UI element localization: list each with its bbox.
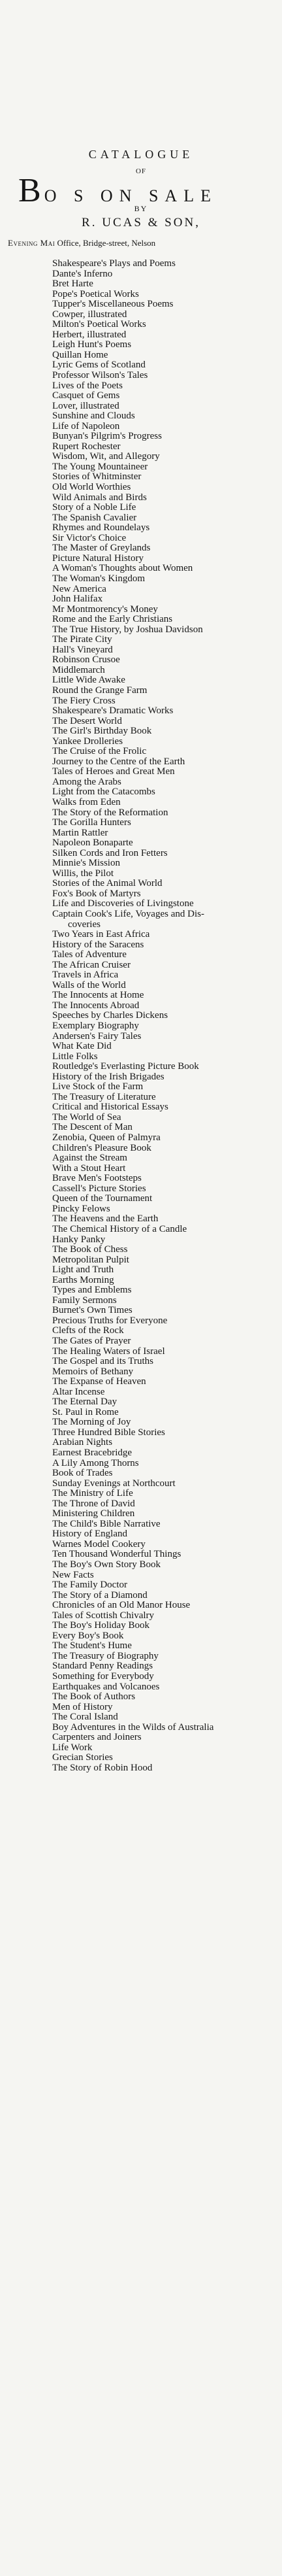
book-entry: Types and Emblems: [52, 1285, 132, 1296]
book-entry: Children's Pleasure Book: [52, 1143, 151, 1153]
book-entry: What Kate Did: [52, 1042, 112, 1052]
book-entry: Tales of Adventure: [52, 950, 127, 960]
book-entry: Rome and the Early Christians: [52, 615, 173, 625]
book-entry: Hall's Vineyard: [52, 645, 113, 655]
book-entry: Rhymes and Roundelays: [52, 523, 150, 534]
book-entry: The Woman's Kingdom: [52, 573, 146, 584]
book-entry: Old World Worthies: [52, 483, 131, 493]
book-entry: Picture Natural History: [52, 553, 144, 564]
book-entry: Captain Cook's Life, Voyages and Dis-: [52, 909, 204, 919]
book-entry: The Cruise of the Frolic: [52, 747, 147, 757]
book-entry: Robinson Crusoe: [52, 655, 120, 666]
book-entry: Life and Discoveries of Livingstone: [52, 899, 194, 909]
book-entry: Earthquakes and Volcanoes: [52, 1682, 160, 1692]
book-entry: Standard Penny Readings: [52, 1661, 153, 1672]
book-entry: Every Boy's Book: [52, 1631, 124, 1641]
book-entry: Men of History: [52, 1702, 113, 1712]
book-entry: Something for Everybody: [52, 1672, 154, 1682]
book-entry: The Story of the Reformation: [52, 807, 168, 818]
book-entry: Metropolitan Pulpit: [52, 1255, 129, 1265]
book-entry: Andersen's Fairy Tales: [52, 1031, 142, 1042]
book-entry: Little Folks: [52, 1051, 98, 1062]
book-entry: Tupper's Miscellaneous Poems: [52, 299, 174, 310]
book-entry: The Heavens and the Earth: [52, 1214, 159, 1225]
book-entry: The Chemical History of a Candle: [52, 1224, 187, 1234]
firm-name: R. UCAS & SON,: [82, 216, 200, 229]
book-entry: Pincky Felows: [52, 1204, 110, 1214]
book-entry: Tales of Scottish Chivalry: [52, 1610, 155, 1621]
book-entry: Minnie's Mission: [52, 858, 120, 869]
book-entry: A Lily Among Thorns: [52, 1458, 139, 1468]
book-entry: The Treasury of Biography: [52, 1651, 159, 1661]
book-entry: Two Years in East Africa: [52, 930, 150, 940]
book-entry: Middlemarch: [52, 665, 105, 675]
book-entry: Sunday Evenings at Northcourt: [52, 1478, 176, 1489]
book-entry: The Healing Waters of Israel: [52, 1346, 165, 1357]
book-entry: Live Stock of the Farm: [52, 1082, 144, 1093]
book-entry: Lives of the Poets: [52, 381, 123, 391]
book-entry: Dante's Inferno: [52, 269, 113, 279]
book-entry: The Expanse of Heaven: [52, 1377, 146, 1387]
book-entry: Hanky Panky: [52, 1234, 106, 1245]
book-entry: The True History, by Joshua Davidson: [52, 624, 203, 635]
book-entry: Journey to the Centre of the Earth: [52, 756, 185, 767]
office-address: [8, 238, 275, 248]
book-entry: The Pirate City: [52, 635, 112, 645]
book-entry: The Spanish Cavalier: [52, 513, 137, 523]
book-entry: The Student's Hume: [52, 1641, 132, 1652]
book-entry: The Throne of David: [52, 1499, 135, 1509]
book-entry: The African Cruiser: [52, 960, 131, 970]
book-entry: Wisdom, Wit, and Allegory: [52, 452, 160, 462]
book-entry: The Girl's Birthday Book: [52, 726, 152, 737]
book-entry: Fox's Book of Martyrs: [52, 889, 141, 899]
book-entry: Earths Morning: [52, 1275, 114, 1285]
book-entry: Against the Stream: [52, 1153, 127, 1164]
book-entry: Light from the Catacombs: [52, 787, 155, 798]
book-entry: Herbert, illustrated: [52, 330, 127, 340]
book-entry: Lover, illustrated: [52, 401, 119, 411]
book-entry: Milton's Poetical Works: [52, 320, 146, 330]
book-entry: Yankee Drolleries: [52, 736, 123, 747]
book-entry: Queen of the Tournament: [52, 1194, 153, 1204]
book-entry: The Morning of Joy: [52, 1417, 131, 1428]
book-entry: History of the Irish Brigades: [52, 1072, 164, 1082]
book-entry: The Story of Robin Hood: [52, 1763, 153, 1773]
book-entry: St. Paul in Rome: [52, 1407, 119, 1417]
book-entry: Clefts of the Rock: [52, 1326, 124, 1336]
book-entry: Zenobia, Queen of Palmyra: [52, 1133, 161, 1144]
book-entry: Martin Rattler: [52, 828, 108, 838]
book-entry: History of the Saracens: [52, 940, 144, 950]
book-entry: Walls of the World: [52, 980, 126, 991]
by-line: BY: [134, 204, 148, 213]
book-entry: Cassell's Picture Stories: [52, 1183, 146, 1194]
book-entry: Travels in Africa: [52, 970, 119, 981]
book-entry: The Coral Island: [52, 1712, 118, 1723]
book-entry: The Eternal Day: [52, 1397, 118, 1408]
book-entry: Mr Montmorency's Money: [52, 604, 158, 615]
book-entry: The Descent of Man: [52, 1123, 133, 1133]
of-line: OF: [135, 167, 147, 175]
book-entry: The Book of Chess: [52, 1245, 128, 1255]
book-entry: Sir Victor's Choice: [52, 533, 127, 543]
book-entry: History of England: [52, 1529, 127, 1540]
book-entry: With a Stout Heart: [52, 1163, 126, 1174]
book-entry: Story of a Noble Life: [52, 503, 136, 513]
book-entry: The Master of Greylands: [52, 543, 151, 554]
book-entry: A Woman's Thoughts about Women: [52, 564, 193, 574]
book-entry: The Treasury of Literature: [52, 1092, 156, 1102]
book-entry: The Book of Authors: [52, 1692, 136, 1703]
book-list: [0, 259, 282, 1773]
office-rest: Office, Bridge-street, Nelson: [55, 238, 156, 248]
book-entry: Pope's Poetical Works: [52, 289, 139, 299]
book-entry: Burnet's Own Times: [52, 1306, 133, 1316]
book-entry: Grecian Stories: [52, 1753, 113, 1763]
book-entry: Precious Truths for Everyone: [52, 1315, 168, 1326]
title-rest: O S ON SALE: [44, 186, 217, 205]
book-entry: Bret Harte: [52, 279, 93, 290]
book-entry: Bunyan's Pilgrim's Progress: [52, 432, 162, 442]
book-entry: Napoleon Bonaparte: [52, 838, 133, 849]
book-entry: The Family Doctor: [52, 1580, 127, 1591]
book-entry: New Facts: [52, 1570, 94, 1580]
book-entry: Shakespeare's Plays and Poems: [52, 259, 176, 269]
book-entry: John Halifax: [52, 594, 103, 605]
book-entry: Life of Napoleon: [52, 421, 120, 432]
book-entry: Casquet of Gems: [52, 391, 120, 401]
book-entry: The Innocents Abroad: [52, 1000, 140, 1011]
book-entry: The Young Mountaineer: [52, 462, 148, 472]
book-entry: Rupert Rochester: [52, 441, 121, 452]
book-entry: Altar Incense: [52, 1387, 105, 1397]
book-entry: Memoirs of Bethany: [52, 1366, 134, 1377]
book-entry: The Gorilla Hunters: [52, 818, 131, 828]
book-entry: Lyric Gems of Scotland: [52, 360, 146, 371]
book-entry: Professor Wilson's Tales: [52, 371, 148, 381]
book-entry: Round the Grange Farm: [52, 685, 148, 696]
book-entry: Cowper, illustrated: [52, 309, 127, 320]
book-entry: Book of Trades: [52, 1468, 113, 1479]
book-entry: Brave Men's Footsteps: [52, 1174, 142, 1184]
book-entry: The Desert World: [52, 716, 122, 726]
book-entry: Chronicles of an Old Manor House: [52, 1601, 191, 1611]
book-entry: The Child's Bible Narrative: [52, 1519, 161, 1529]
book-entry: The Fiery Cross: [52, 696, 116, 706]
book-entry: The Boy's Own Story Book: [52, 1560, 161, 1570]
office-label: Evening Mai: [8, 238, 55, 248]
book-entry: New America: [52, 584, 106, 594]
book-entry: Critical and Historical Essays: [52, 1102, 168, 1113]
book-entry: Exemplary Biography: [52, 1021, 139, 1032]
book-entry: Warnes Model Cookery: [52, 1539, 146, 1550]
book-entry: Life Work: [52, 1742, 93, 1753]
book-entry: The World of Sea: [52, 1112, 121, 1123]
book-entry: The Innocents at Home: [52, 991, 144, 1001]
book-entry: Carpenters and Joiners: [52, 1733, 142, 1743]
book-entry: The Story of a Diamond: [52, 1590, 148, 1601]
book-entry: Little Wide Awake: [52, 675, 125, 686]
book-entry: The Gates of Prayer: [52, 1336, 131, 1346]
book-entry: Ten Thousand Wonderful Things: [52, 1550, 181, 1560]
book-entry: Willis, the Pilot: [52, 868, 114, 879]
book-entry: Speeches by Charles Dickens: [52, 1011, 168, 1021]
book-entry: Leigh Hunt's Poems: [52, 340, 132, 350]
book-entry: Earnest Bracebridge: [52, 1448, 133, 1458]
book-entry: Among the Arabs: [52, 777, 121, 787]
book-entry: The Ministry of Life: [52, 1489, 133, 1499]
book-entry: Boy Adventures in the Wilds of Australia: [52, 1722, 214, 1733]
book-entry: Ministering Children: [52, 1509, 135, 1519]
book-entry: Stories of Whitminster: [52, 472, 142, 483]
book-entry: The Gospel and its Truths: [52, 1357, 154, 1367]
book-entry: Family Sermons: [52, 1295, 117, 1306]
book-entry: Tales of Heroes and Great Men: [52, 767, 175, 777]
title-initial: B: [18, 172, 44, 209]
book-entry: The Boy's Holiday Book: [52, 1621, 149, 1631]
book-entry: Wild Animals and Birds: [52, 492, 147, 503]
book-entry: Routledge's Everlasting Picture Book: [52, 1062, 199, 1072]
book-entry: coveries: [68, 919, 101, 930]
book-entry: Light and Truth: [52, 1265, 114, 1276]
book-entry: Arabian Nights: [52, 1438, 113, 1448]
book-entry: Silken Cords and Iron Fetters: [52, 848, 168, 858]
book-entry: Walks from Eden: [52, 797, 121, 807]
catalogue-heading: CATALOGUE: [88, 148, 194, 161]
book-entry: Quillan Home: [52, 350, 108, 360]
book-entry: Three Hundred Bible Stories: [52, 1427, 165, 1438]
book-entry: Stories of the Animal World: [52, 879, 163, 889]
book-entry: Shakespeare's Dramatic Works: [52, 706, 174, 717]
book-entry: Sunshine and Clouds: [52, 411, 135, 422]
